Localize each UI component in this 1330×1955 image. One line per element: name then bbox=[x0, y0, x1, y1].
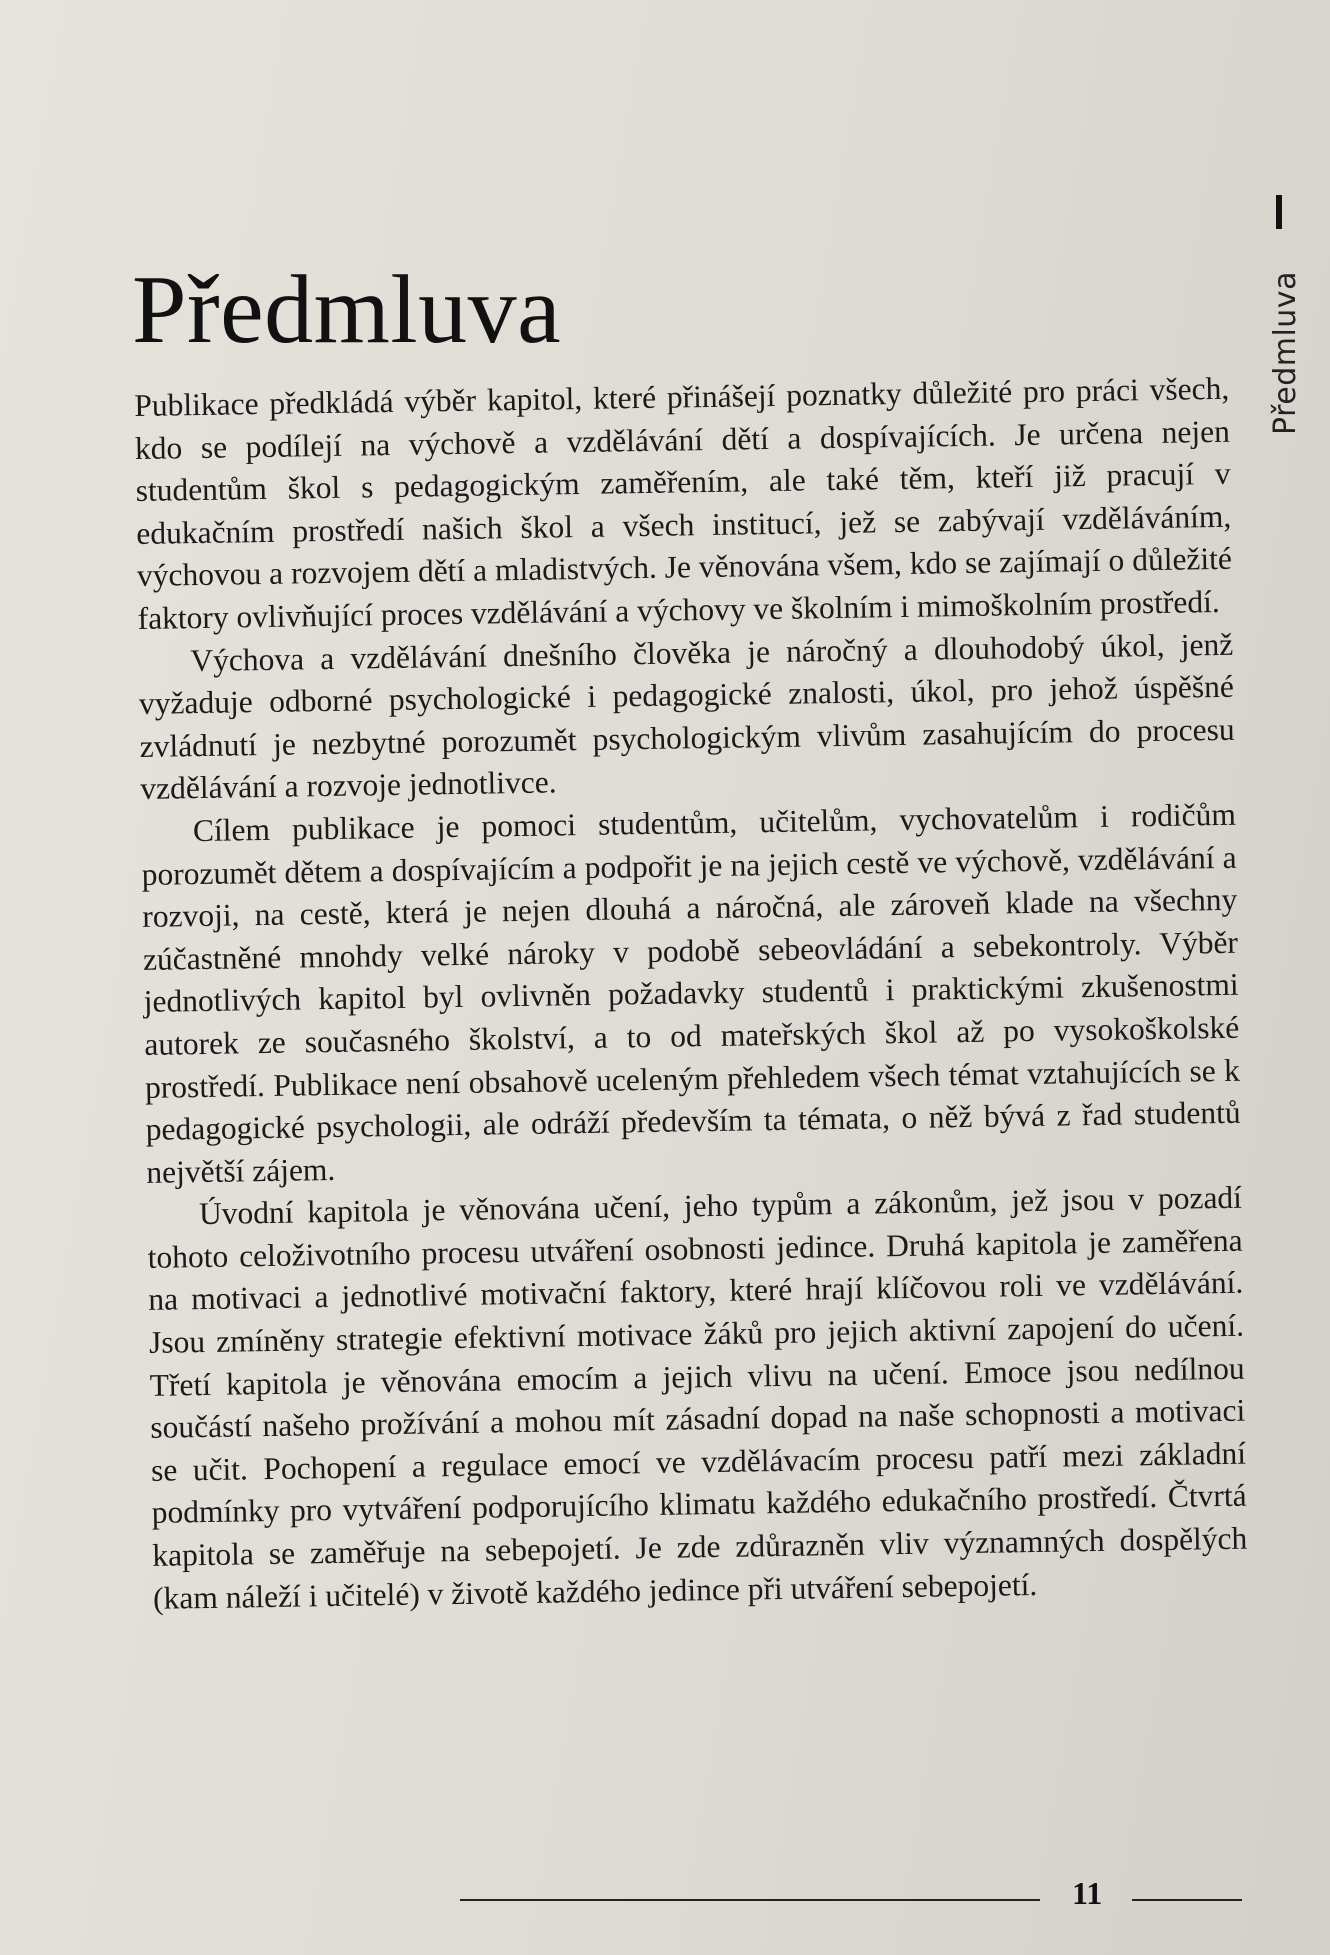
paragraph-3: Cílem publikace je pomoci studentům, učitelům, vychovatelům i rodičům porozumět dětem a dospívajícím a podpořit je na jejich cestě ve výchově, vzdělávání a rozvoji, na cestě, která je nejen dlouhá a náročná, ale zároveň klade na všechny zúčastněné mnohdy velké nároky v podobě sebeovládání a sebekontroly. Výběr jednotlivých kapitol byl ovlivněn požadavky studentů i praktickými zkušenostmi autorek ze současného školství, a to od mateřských škol až po vysokoškolské prostředí. Publikace není obsahově uceleným přehledem všech témat vztahujících se k pedagogické psychologii, ale odráží především ta témata, o něž bývá z řad studentů největší zájem. bbox=[141, 796, 1241, 1190]
footer-rule-right bbox=[1132, 1899, 1242, 1901]
side-tab bbox=[1268, 195, 1308, 455]
paragraph-2: Výchova a vzdělávání dnešního člověka je náročný a dlouhodobý úkol, jenž vyžaduje odborné psychologické i pedagogické znalosti, úkol, pro jehož úspěšné zvládnutí je nezbytné porozumět psychologickým vlivům zasahujícím do procesu vzdělávání a rozvoje jednotlivce. bbox=[138, 626, 1235, 807]
paragraph-4: Úvodní kapitola je věnována učení, jeho typům a zákonům, jež jsou v pozadí tohoto celoživotního procesu utváření osobnosti jedince. Druhá kapitola je zaměřena na motivaci a jednotlivé motivační faktory, které hrají klíčovou roli ve vzdělávání. Jsou zmíněny strategie efektivní motivace žáků pro jejich aktivní zapojení do učení. Třetí kapitola je věnována emocím a jejich vlivu na učení. Emoce jsou nedílnou součástí našeho prožívání a mohou mít zásadní dopad na naše schopnosti a motivaci se učit. Pochopení a regulace emocí ve vzdělávacím procesu patří mezi základní podmínky pro vytváření podporujícího klimatu každého edukačního prostředí. Čtvrtá kapitola se zaměřuje na sebepojetí. Je zde zdůrazněn vliv významných dospělých (kam náleží i učitelé) v životě každého jedince při utváření sebepojetí. bbox=[147, 1179, 1248, 1616]
page-number: 11 bbox=[1072, 1875, 1103, 1911]
side-tab-marker bbox=[1276, 195, 1282, 229]
paragraph-1: Publikace předkládá výběr kapitol, které přinášejí poznatky důležité pro práci všech, kdo se podílejí na výchově a vzdělávání dětí a dospívajících. Je určena nejen studentům škol s pedagogickým zaměřením, ale také těm, kteří již pracují v edukačním prostředí našich škol a všech institucí, jež se zabývají vzděláváním, výchovou a rozvojem dětí a mladistvých. Je věnována všem, kdo se zajímají o důležité faktory ovlivňující proces vzdělávání a výchovy ve školním i mimoškolním prostředí. bbox=[134, 370, 1233, 636]
page-footer bbox=[460, 1875, 1260, 1915]
footer-rule-left bbox=[460, 1899, 1040, 1901]
chapter-title: Předmluva bbox=[132, 255, 562, 364]
body-text bbox=[134, 368, 1248, 1620]
side-tab-label: Předmluva bbox=[1268, 271, 1303, 435]
